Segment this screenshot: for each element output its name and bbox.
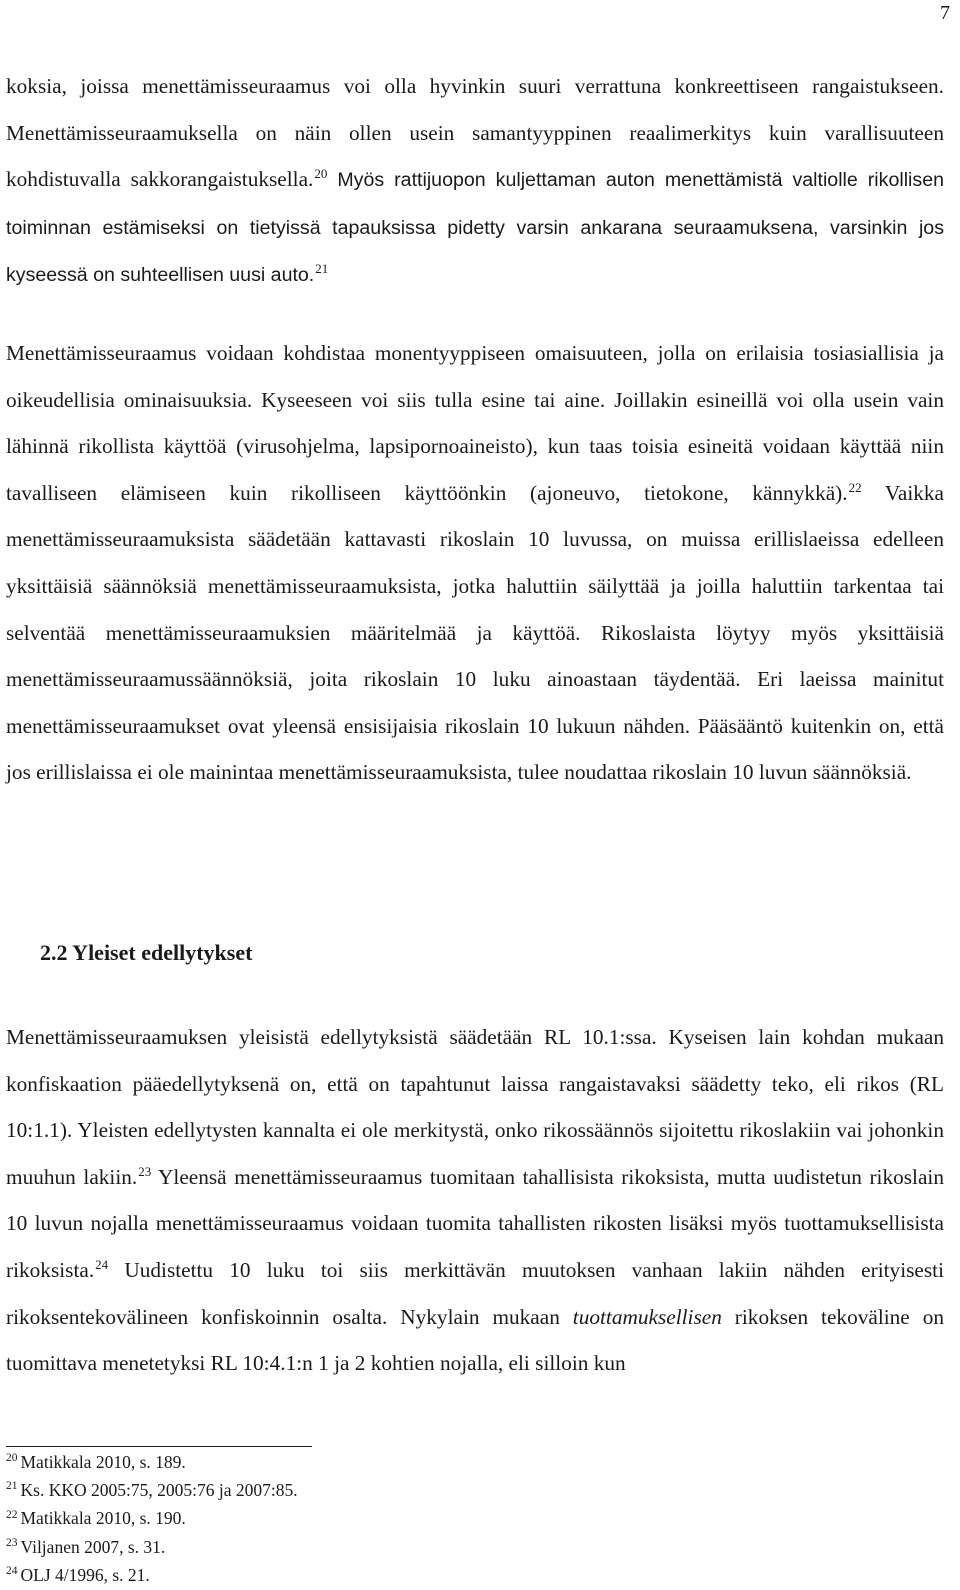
footnote-item [6,1448,298,1476]
footnote-item [6,1476,298,1504]
footnote-item [6,1561,298,1589]
footnote-ref-23[interactable]: 23 [138,1163,152,1179]
footnote-item [6,1533,298,1561]
footnote-number: 20 [6,1452,18,1465]
footnote-text: Ks. KKO 2005:75, 2005:76 ja 2007:85. [20,1480,298,1501]
paragraph-3 [6,1014,944,1387]
footnote-ref-20[interactable]: 20 [314,166,328,182]
footnotes [6,1448,298,1589]
footnote-number: 24 [6,1564,18,1577]
footnote-text: Matikkala 2010, s. 189. [20,1452,186,1472]
footnote-number: 22 [6,1508,18,1521]
paragraph-1-text-a: koksia, joissa menettämisseuraamus voi olla hyvinkin suuri verrattuna konkreettiseen rangaistukseen. Menettämisseuraamuksella on näin ollen usein samantyyppinen reaalimerkitys kuin varallisuuteen kohdistuvalla sakkorangaistuksella. [6,74,944,192]
paragraph-1 [6,63,944,299]
footnote-separator [6,1446,312,1447]
footnote-text: OLJ 4/1996, s. 21. [20,1564,150,1585]
footnote-number: 21 [6,1480,18,1493]
paragraph-2-text-a: Menettämisseuraamus voidaan kohdistaa monentyyppiseen omaisuuteen, jolla on erilaisia tosiasiallisia ja oikeudellisia ominaisuuksia. Kyseeseen voi siis tulla esine tai aine. Joillakin esineillä voi olla usein vain lähinnä rikollista käyttöä (virusohjelma, lapsipornoaineisto), kun taas toisia esineitä voidaan käyttää niin tavalliseen elämiseen kuin rikolliseen käyttöönkin (ajoneuvo, tietokone, kännykkä). [6,341,944,505]
paragraph-3-text-a: Menettämisseuraamuksen yleisistä edellytyksistä säädetään RL 10.1:ssa. Kyseisen lain kohdan mukaan konfiskaation pääedellytyksenä on, että on tapahtunut laissa rangaistavaksi säädetty teko, eli rikos (RL 10:1.1). Yleisten edellytysten kannalta ei ole merkitystä, onko rikossäännös sijoitettu rikoslakiin vai johonkin muuhun lakiin. [6,1025,944,1189]
footnote-item [6,1504,298,1532]
paragraph-2-text-b: Vaikka menettämisseuraamuksista säädetään kattavasti rikoslain 10 luvussa, on muissa erillislaeissa edelleen yksittäisiä säännöksiä menettämisseuraamuksista, jotka haluttiin säilyttää ja joilla haluttiin tarkentaa tai selventää menettämisseuraamuksien määritelmää ja käyttöä. Rikoslaista löytyy myös yksittäisiä menettämisseuraamussäännöksiä, joita rikoslain 10 luku ainoastaan täydentää. Eri laeissa mainitut menettämisseuraamukset ovat yleensä ensisijaisia rikoslain 10 lukuun nähden. Pääsääntö kuitenkin on, että jos erillislaissa ei ole mainintaa menettämisseuraamuksista, tulee noudattaa rikoslain 10 luvun säännöksiä. [6,480,945,785]
section-heading: 2.2 Yleiset edellytykset [40,940,253,965]
footnote-ref-21[interactable]: 21 [315,261,329,277]
footnote-text: Viljanen 2007, s. 31. [20,1536,166,1557]
paragraph-3-italic-term: tuottamuksellisen [572,1304,722,1329]
footnote-ref-24[interactable]: 24 [95,1256,109,1272]
paragraph-3-text-d: rikoksen tekoväline on tuomittava menetetyksi RL 10:4.1:n 1 ja 2 kohtien nojalla, eli silloin kun [6,1304,944,1376]
footnote-number: 23 [6,1536,18,1549]
paragraph-3-text-b: Yleensä menettämisseuraamus tuomitaan tahallisista rikoksista, mutta uudistetun rikoslain 10 luvun nojalla menettämisseuraamus voidaan tuomita tahallisten rikosten lisäksi myös tuottamuksellisista rikoksista. [6,1164,944,1282]
paragraph-2 [6,330,944,796]
paragraph-1-text-b: Myös rattijuopon kuljettaman auton menettämistä valtiolle rikollisen toiminnan estämiseksi on tietyissä tapauksissa pidetty varsin ankarana seuraamuksena, varsinkin jos kyseessä on suhteellisen uusi auto. [6,169,945,287]
footnote-ref-22[interactable]: 22 [848,479,862,495]
paragraph-3-text-c: Uudistettu 10 luku toi siis merkittävän muutoksen vanhaan lakiin nähden erityisesti rikoksentekovälineen konfiskoinnin osalta. Nykylain mukaan [6,1257,944,1329]
page-number: 7 [940,2,950,24]
footnote-text: Matikkala 2010, s. 190. [20,1508,186,1529]
